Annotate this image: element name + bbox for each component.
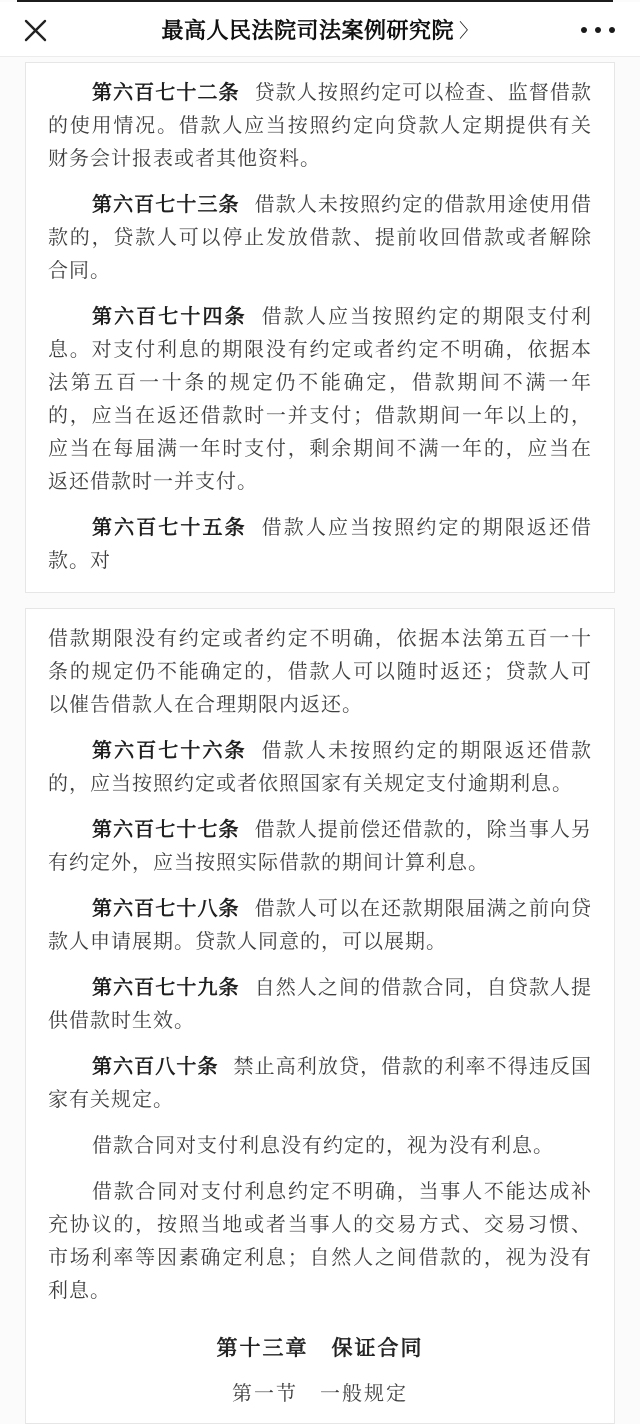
page-2-paragraphs: [48, 623, 592, 1308]
menu-dot: [595, 27, 601, 33]
article-number: 第六百八十条: [92, 1056, 219, 1078]
article-text: 借款人未按照约定的借款用途使用借款的，贷款人可以停止发放借款、提前收回借款或者解除合同。: [48, 194, 593, 282]
law-paragraph: [48, 1130, 592, 1163]
law-paragraph: [48, 189, 592, 288]
article-number: 第六百七十七条: [92, 819, 240, 841]
close-x-glyph: [23, 18, 48, 43]
article-number: 第六百七十六条: [92, 740, 247, 762]
more-menu-icon[interactable]: [580, 18, 616, 42]
article-text: 禁止高利放贷，借款的利率不得违反国家有关规定。: [48, 1056, 593, 1111]
article-text: 借款人应当按照约定的期限返还借款。对: [48, 517, 593, 572]
law-paragraph: [48, 1176, 592, 1308]
article-text: 贷款人按照约定可以检查、监督借款的使用情况。借款人应当按照约定向贷款人定期提供有关财务会计报表或者其他资料。: [48, 82, 593, 170]
menu-dot: [581, 27, 587, 33]
article-body: [0, 58, 640, 1424]
article-number: 第六百七十八条: [92, 898, 240, 920]
law-paragraph: [48, 301, 592, 499]
scanned-page-image-1[interactable]: [25, 62, 615, 593]
menu-dot: [609, 27, 615, 33]
law-paragraph: [48, 735, 592, 801]
article-number: 第六百七十二条: [92, 82, 240, 104]
scanned-page-image-2[interactable]: [25, 608, 615, 1424]
law-paragraph: [48, 77, 592, 176]
section-heading: 第一节 一般规定: [232, 1383, 408, 1405]
article-text: 自然人之间的借款合同，自贷款人提供借款时生效。: [48, 977, 593, 1032]
law-paragraph: [48, 512, 592, 578]
law-paragraph: [48, 972, 592, 1038]
law-paragraph: [48, 814, 592, 880]
account-name: 最高人民法院司法案例研究院: [161, 17, 454, 43]
article-number: 第六百七十九条: [92, 977, 240, 999]
article-text: 借款合同对支付利息没有约定的，视为没有利息。: [92, 1135, 554, 1157]
chevron-right-icon: 〉: [459, 20, 479, 42]
article-number: 第六百七十四条: [92, 306, 247, 328]
article-header: [0, 2, 640, 57]
close-icon[interactable]: [20, 15, 50, 45]
article-text: 借款期限没有约定或者约定不明确，依据本法第五百一十条的规定仍不能确定的，借款人可以随时返还；贷款人可以催告借款人在合理期限内返还。: [48, 628, 592, 716]
article-text: 借款人可以在还款期限届满之前向贷款人申请展期。贷款人同意的，可以展期。: [48, 898, 593, 953]
law-paragraph: [48, 1051, 592, 1117]
chapter-heading: 第十三章 保证合同: [216, 1337, 424, 1360]
law-paragraph: [48, 893, 592, 959]
article-text: 借款合同对支付利息约定不明确，当事人不能达成补充协议的，按照当地或者当事人的交易方式、交易习惯、市场利率等因素确定利息；自然人之间借款的，视为没有利息。: [48, 1181, 592, 1302]
article-number: 第六百七十三条: [92, 194, 240, 216]
official-account-link[interactable]: [161, 14, 478, 45]
article-number: 第六百七十五条: [92, 517, 247, 539]
article-text: 借款人未按照约定的期限返还借款的，应当按照约定或者依照国家有关规定支付逾期利息。: [48, 740, 593, 795]
article-text: 借款人提前偿还借款的，除当事人另有约定外，应当按照实际借款的期间计算利息。: [48, 819, 593, 874]
law-paragraph: [48, 623, 592, 722]
article-text: 借款人应当按照约定的期限支付利息。对支付利息的期限没有约定或者约定不明确，依据本法第五百一十条的规定仍不能确定，借款期间不满一年的，应当在返还借款时一并支付；借款期间一年以上的，应当在每届满一年时支付，剩余期间不满一年的，应当在返还借款时一并支付。: [48, 306, 593, 493]
